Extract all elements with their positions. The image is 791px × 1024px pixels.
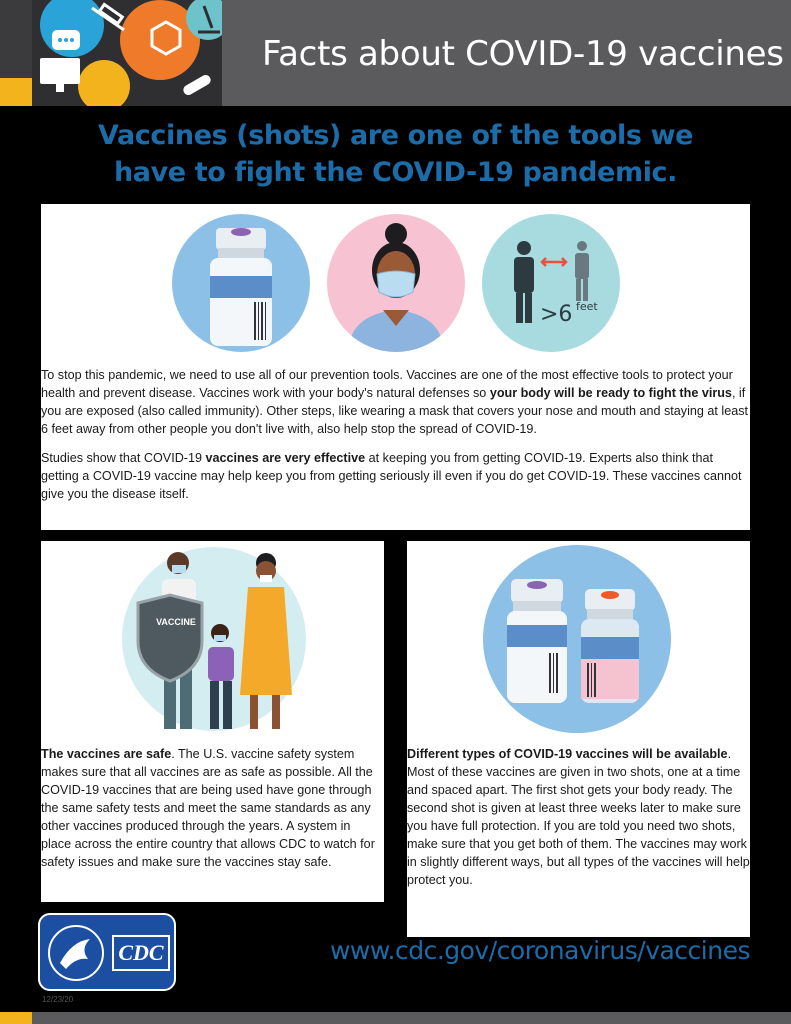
header-illustration [32,0,222,106]
shield-icon [138,595,202,681]
cdc-logo[interactable] [38,913,176,991]
hhs-seal-icon [46,923,106,983]
vial-purple-cap-icon [507,579,567,703]
adult-woman-icon [240,553,292,729]
family-with-shield-icon [136,545,296,735]
bold-vaccines-safe: The vaccines are safe [41,747,172,761]
headline-line-2: have to fight the COVID-19 pandemic. [113,157,678,188]
footer-gold-accent [0,1012,32,1024]
prevention-tools-panel [41,204,750,530]
vaccine-types-panel [407,541,750,937]
header-yellow-circle [78,60,130,106]
publication-date: 12/23/20 [42,995,74,1004]
bold-very-effective: vaccines are very effective [205,451,366,465]
footer-bar [32,1012,791,1024]
cdc-wordmark: CDC [118,940,164,965]
headline [0,117,791,191]
shield-label: VACCINE [156,617,196,627]
page-title: Facts about COVID-19 vaccines [262,34,784,74]
masked-person-icon [327,214,465,352]
vaccines-safe-paragraph: The vaccines are safe. The U.S. vaccine safety system makes sure that all vaccines are as safe as possible. All the COVID-19 vaccines that are being used have gone through the same safety tests and meet the same standards as any other vaccines produced through the years. A system in place across the entire country that allows CDC to watch for safety issues and make sure the vaccines stay safe. [41,747,375,869]
social-distance-icon [482,214,620,352]
distance-unit-label: feet [576,300,598,313]
monitor-icon [40,58,80,92]
effectiveness-paragraph: Studies show that COVID-19 vaccines are very effective at keeping you from getting COVID-19. Experts also think that getting a COVID-19 vaccine may help keep you from getting seriously ill even if you do get COVID-19. These vaccines cannot give you the disease itself. [41,451,742,501]
two-vials-icon [483,545,671,733]
distance-label: >6 [540,302,573,327]
chat-bubble-icon [52,30,80,50]
vaccines-safe-panel [41,541,384,902]
distance-arrow-icon [542,258,566,266]
vaccine-types-paragraph: Different types of COVID-19 vaccines will be available. Most of these vaccines are given in two shots, one at a time and spaced apart. The first shot gets your body ready. The second shot is given at least three weeks later to make sure you have full protection. If you are told you need two shots, make sure that you get both of them. The vaccines may work in slightly different ways, but all types of the vaccines will help protect you. [407,747,750,887]
header-gold-accent [0,78,32,106]
header-left-strip [0,0,32,78]
person-left-icon [514,241,534,323]
cdc-vaccines-link[interactable]: www.cdc.gov/coronavirus/vaccines [329,936,750,965]
vial-orange-cap-icon [581,589,639,703]
bold-different-types: Different types of COVID-19 vaccines will be available [407,747,728,761]
cdc-wordmark-box [112,935,170,971]
vaccine-vial-icon [172,214,310,352]
pill-icon [182,73,213,97]
prevention-paragraph: To stop this pandemic, we need to use all of our prevention tools. Vaccines are one of the most effective tools to protect your health and prevent disease. Vaccines work with your body's natural defenses so your body will be ready to fight the virus, if you are exposed (also called immunity). Other steps, like wearing a mask that covers your nose and mouth and staying at least 6 feet away from other people you don't live with, also help stop the spread of COVID-19. [41,368,749,436]
bold-ready-to-fight: your body will be ready to fight the virus [489,386,732,400]
child-icon [208,624,234,729]
headline-line-1: Vaccines (shots) are one of the tools we [97,120,694,151]
person-right-icon [575,241,589,301]
